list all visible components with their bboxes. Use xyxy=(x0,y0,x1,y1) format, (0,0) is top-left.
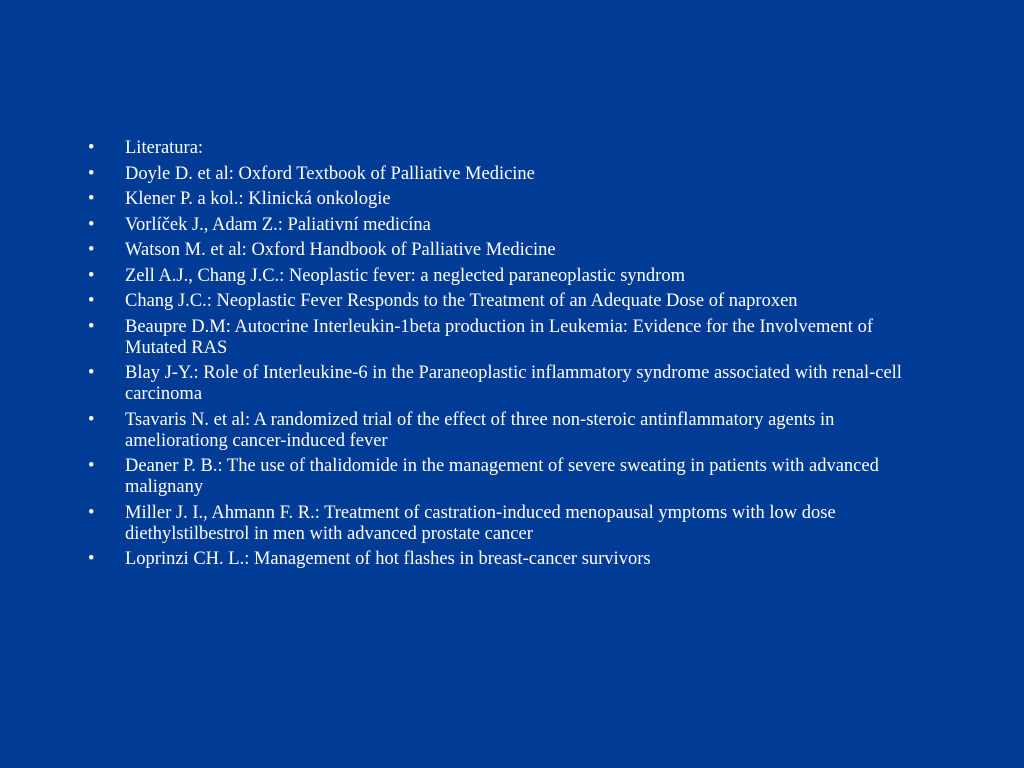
bullet-icon: • xyxy=(88,409,95,430)
bullet-icon: • xyxy=(88,265,95,286)
bullet-icon: • xyxy=(88,214,95,235)
list-item-text: Loprinzi CH. L.: Management of hot flashes in breast-cancer survivors xyxy=(125,549,651,569)
bullet-icon: • xyxy=(88,138,95,158)
reference-list xyxy=(88,138,928,575)
bullet-icon: • xyxy=(88,163,95,184)
list-item-text: Beaupre D.M: Autocrine Interleukin-1beta production in Leukemia: Evidence for the Involvement of Mutated RAS xyxy=(125,316,873,358)
list-item-text: Zell A.J., Chang J.C.: Neoplastic fever: a neglected paraneoplastic syndrom xyxy=(125,265,685,286)
list-item xyxy=(88,266,928,287)
list-item xyxy=(88,410,928,452)
bullet-icon: • xyxy=(88,291,95,311)
list-item-text: Doyle D. et al: Oxford Textbook of Palliative Medicine xyxy=(125,163,535,184)
list-item-text: Klener P. a kol.: Klinická onkologie xyxy=(125,189,391,209)
list-item xyxy=(88,189,928,210)
list-item xyxy=(88,215,928,236)
list-item xyxy=(88,456,928,498)
list-item xyxy=(88,363,928,405)
list-item-text: Watson M. et al: Oxford Handbook of Palliative Medicine xyxy=(125,240,556,260)
list-item-text: Tsavaris N. et al: A randomized trial of the effect of three non-steroic antinflammatory agents in ameliorationg cancer-induced fever xyxy=(125,409,835,451)
bullet-icon: • xyxy=(88,549,95,569)
list-item xyxy=(88,549,928,570)
list-item-text: Literatura: xyxy=(125,138,204,158)
bullet-icon: • xyxy=(88,316,95,337)
list-item xyxy=(88,164,928,185)
list-item xyxy=(88,138,928,159)
list-item-text: Deaner P. B.: The use of thalidomide in the management of severe sweating in patients with advanced malignany xyxy=(125,456,879,497)
list-item-text: Blay J-Y.: Role of Interleukine-6 in the Paraneoplastic inflammatory syndrome associated with renal-cell carcinoma xyxy=(125,363,902,404)
list-item-text: Chang J.C.: Neoplastic Fever Responds to the Treatment of an Adequate Dose of naproxen xyxy=(125,291,798,311)
list-item-text: Vorlíček J., Adam Z.: Paliativní medicína xyxy=(125,214,431,235)
list-item xyxy=(88,503,928,545)
list-item xyxy=(88,291,928,312)
bullet-icon: • xyxy=(88,502,95,523)
list-item xyxy=(88,240,928,261)
bullet-icon: • xyxy=(88,240,95,260)
bullet-icon: • xyxy=(88,363,95,383)
list-item xyxy=(88,317,928,359)
bullet-icon: • xyxy=(88,189,95,209)
list-item-text: Miller J. I., Ahmann F. R.: Treatment of castration-induced menopausal ymptoms with low dose diethylstilbestrol in men with advanced prostate cancer xyxy=(125,502,836,544)
bullet-icon: • xyxy=(88,456,95,476)
